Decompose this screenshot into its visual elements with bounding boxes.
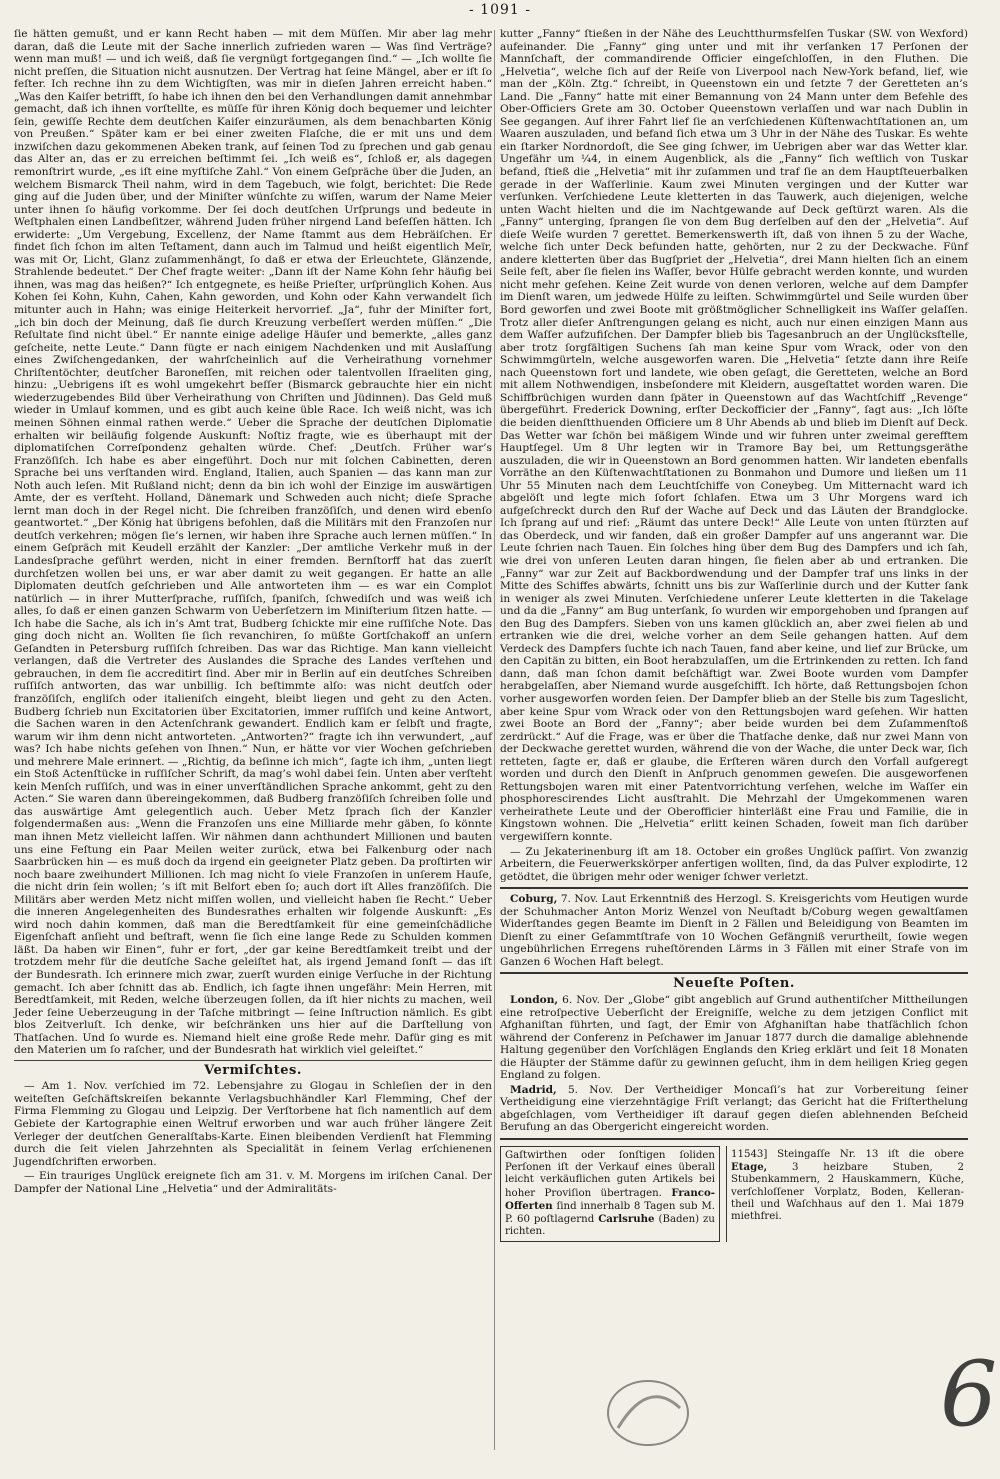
- handwritten-mark: 6: [940, 1342, 998, 1447]
- left-column: [14, 28, 492, 1197]
- section-heading-vermischtes: Vermiſchtes.: [204, 1062, 302, 1078]
- ad-rental-details: 3 heizbare Stuben, 2 Stubenkammern, 2 Hauskammern, Küche, verſchloſſener Vorplatz, Boden, Kelleran- theil und Waſchhaus auf den 1. Mai 1879 miethfrei.: [731, 1162, 964, 1223]
- article-helvetia-start: — Ein trauriges Unglück ereignete ſich am 31. v. M. Morgens im iriſchen Canal. Der Dampfer der National Line „Helvetia“ und der Admiralitäts-: [14, 1170, 492, 1195]
- article-helvetia-continued: kutter „Fanny“ ſtießen in der Nähe des Leuchtthurmsfelſen Tuskar (SW. von Wexford) aufeinander. Die „Fanny“ ging unter und mit ihr verſanken 17 Perſonen der Mannſchaft, der commandirende Officier eingeſchloſſen, in den Fluthen. Die „Helvetia“, welche ſich auf der Reiſe von Liverpool nach New-York befand, lief, wie man der „Köln. Ztg.“ ſchreibt, in Queenstown ein und ſetzte 7 der Geretteten an’s Land. Die „Fanny“ hatte mit einer Bemannung von 24 Mann unter dem Befehle des Ober-Officiers Grete am 30. October Queenstown verlaſſen und war nach Dublin in See gegangen. Auf ihrer Fahrt lief ſie an verſchiedenen Küſtenwachtſtationen an, um Waaren auszuladen, und befand ſich etwa um 3 Uhr in der Nähe des Tuskar. Es wehte ein ſtarker Nordnordoſt, die See ging ſchwer, im Uebrigen aber war das Wetter klar. Ungefähr um ¼4, in einem Augenblick, als die „Fanny“ ſich weſtlich von Tuskar befand, ſtieß die „Helvetia“ mit ihr zuſammen und traf ſie an dem Hauptſteuerbalken gerade in der Waſſerlinie. Kaum zwei Minuten vergingen und der Kutter war verſunken. Verſchiedene Leute kletterten in das Tauwerk, auch diejenigen, welche unten Wacht hielten und die im Nachtgewande auf Deck geſtürzt waren. Als die „Fanny“ unterging, ſprangen ſie von dem Bug derſelben auf den der „Helvetia“. Auf dieſe Weiſe wurden 7 gerettet. Bemerkenswerth iſt, daß von ihnen 5 zu der Wache, welche ſich unter Deck befunden hatte, gehörten, nur 2 zu der Deckwache. Fünf andere kletterten über das Bugſpriet der „Helvetia“, drei Mann hielten ſich an einem Seile feſt, aber ſie fielen ins Waſſer, bevor Hülfe gebracht werden konnte, und wurden nicht mehr geſehen. Keine Zeit wurde von denen verloren, welche auf dem Dampfer im Dienſt waren, um jedwede Hülfe zu leiſten. Schwimmgürtel und Seile wurden über Bord geworfen und zwei Boote mit größtmöglicher Schnelligkeit ins Waſſer gelaſſen. Trotz aller dieſer Anſtrengungen gelang es nicht, auch nur einen einzigen Mann aus dem Waſſer aufzufiſchen. Der Dampfer blieb bis Tagesanbruch an der Unglücksſtelle, aber trotz ſorgfältigen Suchens ſah man keine Spur vom Wrack, oder von den Schwimmgürteln, welche ausgeworfen waren. Die „Helvetia“ ſetzte dann ihre Reiſe nach Queenstown fort und landete, wie oben geſagt, die Geretteten, welche an Bord mit allem Nothwendigen, insbeſondere mit Kleidern, ausgeſtattet worden waren. Die Schiffbrüchigen wurden dann ſpäter in Queenstown auf das Wachtſchiff „Revenge“ übergeführt. Frederick Downing, erſter Deckofficier der „Fanny“, ſagt aus: „Ich löſte die beiden dienſtthuenden Officiere um 8 Uhr Abends ab und blieb im Dienſt auf Deck. Das Wetter war ſchön bei mäßigem Winde und wir fuhren unter zweimal gerefftem Hauptſegel. Um 8 Uhr legten wir in Tramore Bay bei, um Rettungsgeräthe auszuladen, die wir in Queenstown an Bord genommen hatten. Wir landeten ebenfalls Vorräthe an den Küſtenwachtſtationen zu Bonmahon und Dumore und ließen um 11 Uhr 55 Minuten nach dem Leuchtſchiffe von Coneybeg. Um Mitternacht ward ich abgelöſt und legte mich ſofort ſchlafen. Etwa um 3 Uhr Morgens ward ich aufgeſchreckt durch den Ruf der Wache auf Deck und das Läuten der Brandglocke. Ich ſprang auf und rief: „Räumt das untere Deck!“ Alle Leute von unten ſtürzten auf das Oberdeck, und wir fanden, daß ein großer Dampfer auf uns angerannt war. Die Leute ſchrien nach Tauen. Ein ſolches hing über dem Bug des Dampfers und ich ſah, wie drei von unſeren Leuten daran hingen, ſie fielen aber ab und ertranken. Die „Fanny“ war zur Zeit auf Backbordwendung und der Dampfer traf uns links in der Mitte des Schiffes abwärts, ſchnitt uns bis zur Waſſerlinie durch und der Kutter ſank in weniger als zwei Minuten. Verſchiedene unſerer Leute kletterten in die Takelage und da die „Fanny“ am Bug unterſank, ſo wurden wir emporgehoben und ſprangen auf den Bug des Dampfers. Sieben von uns kamen glücklich an, aber zwei fielen ab und ertranken wie die drei, welche vorher an dem Seile gehangen hatten. Auf dem Verdeck des Dampfers ſuchte ich nach Tauen, fand aber keine, und lief zur Brücke, um den Capitän zu bitten, ein Boot herabzulaſſen, um die Ertrinkenden zu retten. Ich fand dann, daß man ſchon damit beſchäftigt war. Zwei Boote wurden vom Dampfer herabgelaſſen, aber Niemand wurde ausgeſchifft. Ich hörte, daß Rettungsbojen ſchon vorher ausgeworfen worden ſeien. Der Dampfer blieb an der Stelle bis zum Tageslicht, aber keine Spur vom Wrack oder von den Rettungsbojen ward geſehen. Wir hatten zwei Boote an Bord der „Fanny“; aber beide wurden bei dem Zuſammenſtoß zerdrückt.“ Auf die Frage, was er über die Thatſache denke, daß nur zwei Mann von der Deckwache gerettet wurden, während die von der Wache, die unter Deck war, ſich retteten, ſagte er, daß er glaube, die Erſteren wären durch den Vorfall aufgeregt worden und durch den Dienſt in Anſpruch genommen geweſen. Die ausgeworfenen Rettungsbojen waren mit einer Patentvorrichtung verſehen, welche im Waſſer ein phosphorescirendes Licht ausſtrahlt. Die Mehrzahl der Umgekommenen waren verheirathete Leute und der Oberofficier hinterläßt eine Frau und Familie, die in Kingstown wohnen. Die „Helvetia“ erlitt keinen Schaden, ſoweit man ſich darüber vergewiſſern konnte.: [500, 28, 968, 843]
- article-bismarck: ſie hätten gemußt, und er kann Recht haben — mit dem Müſſen. Mir aber lag mehr daran, daß die Leute mit der Sache innerlich zufrieden waren — Was ſind Verträge? wenn man muß! — und ich weiß, daß ſie vergnügt fortgegangen ſind.“ — „Ich wollte ſie nicht preſſen, die Situation nicht ausnutzen. Der Vertrag hat ſeine Mängel, aber er iſt ſo feſter. Ich rechne ihn zu dem Wichtigſten, was mir in dieſen Jahren erreicht haben.“ „Was den Kaiſer betrifft, ſo habe ich ihnen den bei den Verhandlungen damit annehmbar gemacht, daß ich ihnen vorſtellte, es müſſe für ihren König doch bequemer und leichter ſein, gewiſſe Rechte dem deutſchen Kaiſer einzuräumen, als dem benachbarten König von Preußen.“ Später kam er bei einer zweiten Flaſche, die er mit uns und dem inzwiſchen dazu gekommenen Abeken trank, auf ſeinen Tod zu ſprechen und gab genau das Alter an, das er zu erreichen beſtimmt ſei. „Ich weiß es“, ſchloß er, als dagegen remonſtrirt wurde, „es iſt eine myſtiſche Zahl.“ Von einem Geſpräche über die Juden, an welchem Bismarck Theil nahm, wird in dem Tagebuch, wie folgt, berichtet: Die Rede ging auf die Juden über, und der Miniſter wünſchte zu wiſſen, warum der Name Meier unter ihnen ſo häufig vorkomme. Der ſei doch deutſchen Urſprungs und bedeute in Weſtphalen einen Landbeſitzer, während Juden früher nirgend Land beſeſſen hätten. Ich erwiderte: „Um Vergebung, Excellenz, der Name ſtammt aus dem Hebräiſchen. Er findet ſich ſchon im alten Teſtament, dann auch im Talmud und heißt eigentlich Meïr, was mit Or, Licht, Glanz zuſammenhängt, ſo daß er etwa der Erleuchtete, Glänzende, Strahlende bedeutet.“ Der Chef fragte weiter: „Dann iſt der Name Kohn ſehr häufig bei ihnen, was mag das heißen?“ Ich entgegnete, es heiße Prieſter, urſprünglich Kohen. Aus Kohen ſei Kohn, Kuhn, Cahen, Kahn geworden, und Kohn oder Kahn verwandelt ſich mitunter auch in Hahn; was einige Heiterkeit hervorrief. „Ja“, fuhr der Miniſter fort, „ich bin doch der Meinung, daß ſie durch Kreuzung verbeſſert werden müſſen.“ „Die Reſultate ſind nicht übel.“ Er nannte einige adelige Häuſer und bemerkte, „alles ganz geſcheite, nette Leute.“ Dann fügte er nach einigem Nachdenken und mit Auslaſſung eines Zwiſchengedanken, der wahrſcheinlich auf die Verheirathung vornehmer Chriſtentöchter, deutſcher Baroneſſen, mit reichen oder talentvollen Iſraeliten ging, hinzu: „Uebrigens iſt es wohl umgekehrt beſſer (Bismarck gebrauchte hier ein nicht wiederzugebendes Bild über Verheirathung von Chriſten und Jüdinnen). Das Geld muß wieder in Umlauf kommen, und es gibt auch keine üble Race. Ich weiß nicht, was ich meinen Söhnen einmal rathen werde.“ Ueber die Sprache der deutſchen Diplomatie erhalten wir beiläufig folgende Auskunft: Noſtiz fragte, wie es überhaupt mit der diplomatiſchen Correſpondenz gehalten würde. Chef: „Deutſch. Früher war’s Franzöſiſch. Ich habe es aber eingeführt. Doch nur mit ſolchen Cabinetten, deren Sprache bei uns verſtanden wird. England, Italien, auch Spanien — das kann man zur Noth auch leſen. Mit Rußland nicht; denn da bin ich wohl der Einzige im auswärtigen Amte, der es verſteht. Holland, Dänemark und Schweden auch nicht; dieſe Sprache lernt man doch in der Regel nicht. Die ſchreiben franzöſiſch, und denen wird ebenſo geantwortet.“ „Der König hat übrigens befohlen, daß die Militärs mit den Franzoſen nur deutſch verkehren; mögen ſie’s lernen, wir haben ihre Sprache auch lernen müſſen.“ In einem Geſpräch mit Keudell erzählt der Kanzler: „Der amtliche Verkehr muß in der Landesſprache geführt werden, nicht in einer fremden. Bernſtorff hat das zuerſt durchſetzen wollen bei uns, er war aber damit zu weit gegangen. Er hatte an alle Diplomaten deutſch geſchrieben und Alle antworteten ihm — es war ein Complot natürlich — in ihrer Mutterſprache, ruſſiſch, ſpaniſch, ſchwediſch und was weiß ich alles, ſo daß er einen ganzen Schwarm von Ueberſetzern im Miniſterium ſitzen hatte. — Ich habe die Sache, als ich in’s Amt trat, Budberg ſchickte mir eine ruſſiſche Note. Das ging doch nicht an. Wollten ſie ſich revanchiren, ſo müßte Gortſchakoff an unſern Geſandten in Petersburg ruſſiſch ſchreiben. Das war das Richtige. Man kann vielleicht verlangen, daß die Vertreter des Auslandes die Sprache des Landes verſtehen und gebrauchen, in dem ſie accreditirt ſind. Aber mir in Berlin auf ein deutſches Schreiben ruſſiſch antworten, das war unbillig. Ich beſtimmte alſo: was nicht deutſch oder franzöſiſch, engliſch oder italieniſch eingeht, bleibt liegen und geht zu den Acten. Budberg ſchrieb nun Excitatorien über Excitatorien, immer ruſſiſch und keine Antwort, die Sachen waren in den Actenſchrank gewandert. Endlich kam er ſelbſt und fragte, warum wir ihm denn nicht antworteten. „Antworten?“ fragte ich ihn verwundert, „auf was? Ich habe nichts geſehen von Ihnen.“ Nun, er hätte vor vier Wochen geſchrieben und mehrere Male erinnert. — „Richtig, da beſinne ich mich“, ſagte ich ihm, „unten liegt ein Stoß Actenſtücke in ruſſiſcher Schrift, da mag’s wohl dabei ſein. Unten aber verſteht kein Menſch ruſſiſch, und was in einer unverſtändlichen Sprache ankommt, geht zu den Acten.“ Sie waren dann übereingekommen, daß Budberg franzöſiſch ſchreiben ſolle und das auswärtige Amt gelegentlich auch. Ueber Metz ſprach ſich der Kanzler folgendermaßen aus: „Wenn die Franzoſen uns eine Milliarde mehr gäben, ſo könnte man ihnen Metz vielleicht laſſen. Wir nähmen dann achthundert Millionen und bauten uns eine Feſtung ein Paar Meilen weiter zurück, etwa bei Falkenburg oder nach Saarbrücken hin — es muß doch da irgend ein geeigneter Platz geben. Da proſtirten wir noch baare zweihundert Millionen. Ich mag nicht ſo viele Franzoſen in unſerem Hauſe, die nicht drin ſein wollen; ’s iſt mit Belfort eben ſo; auch dort iſt Alles franzöſiſch. Die Militärs aber werden Metz nicht miſſen wollen, und vielleicht haben ſie Recht.“ Ueber die inneren Angelegenheiten des Bundesrathes erhalten wir folgende Auskunft: „Es wird noch dahin kommen, daß man die Beredtſamkeit für eine gemeinſchädliche Eigenſchaft anſieht und beſtraft, wenn ſie ſich eine lange Rede zu Schulden kommen läßt. Da haben wir Einen“, fuhr er fort, „der gar keine Beredtſamkeit treibt und der trotzdem mehr für die deutſche Sache geleiſtet hat, als irgend Jemand ſonſt — das iſt der Bundesrath. Ich erinnere mich zwar, zuerſt wurden einige Verſuche in der Richtung gemacht. Ich aber ſchnitt das ab. Endlich, ich ſagte ihnen ungefähr: Mein Herren, mit Beredtſamkeit, mit Reden, welche überzeugen ſollen, da iſt hier nichts zu machen, weil Jeder ſeine Ueberzeugung in der Taſche mitbringt — ſeine Inſtruction nämlich. Es gibt blos Zeitverluſt. Ich denke, wir beſchränken uns hier auf die Darſtellung von Thatſachen. Und ſo wurde es. Niemand hielt eine große Rede mehr. Dafür ging es mit den Materien um ſo raſcher, und der Bundesrath hat wirklich viel geleiſtet.“: [14, 28, 492, 1057]
- ad-sales-offer: Franco-Offerten: [505, 1186, 715, 1212]
- ad-sales-text: Gaſtwirthen oder ſonſtigen ſoliden Perſonen iſt der Verkauf eines überall leicht verkäuflichen guten Artikels bei hoher Proviſion übertragen.: [505, 1150, 715, 1199]
- advertisements: [500, 1146, 968, 1242]
- ad-rental-etage: Etage,: [731, 1161, 768, 1174]
- section-divider: [14, 1060, 492, 1061]
- section-divider: [500, 887, 968, 889]
- page-number: - 1091 -: [469, 2, 531, 18]
- advertisement-sales: [500, 1146, 720, 1242]
- section-divider: [500, 1138, 968, 1140]
- advertisement-rental: [726, 1146, 968, 1242]
- article-coburg-text: 7. Nov. Laut Erkenntniß des Herzogl. S. Kreisgerichts vom Heutigen wurde der Schuhmacher Anton Moriz Wenzel von Neuſtadt b/Coburg wegen gewaltſamen Widerſtandes gegen Beamte im Dienſt in 2 Fällen und Beleidigung von Beamten im Dienſt zu einer Geſammtſtrafe von 10 Wochen Gefängniß verurtheilt, ſowie wegen ungebührlichen Erregens ruheſtörenden Lärms in 3 Fällen mit einer Strafe von im Ganzen 6 Wochen Haft belegt.: [500, 893, 968, 968]
- article-coburg: [500, 893, 968, 968]
- ad-rental-text: Steingaſſe Nr. 13 iſt die obere: [777, 1149, 964, 1161]
- section-heading-neueste-posten: Neueſte Poſten.: [673, 976, 795, 992]
- ad-sales-end: (Baden) zu richten.: [505, 1214, 715, 1238]
- article-london: [500, 994, 968, 1082]
- dateline-madrid: Madrid,: [510, 1083, 557, 1096]
- ad-sales-tail: ſind innerhalb 8 Tagen sub M. P. 60 poſtlagernd: [505, 1200, 715, 1226]
- article-madrid: [500, 1084, 968, 1134]
- ad-sales-place: Carlsruhe: [598, 1213, 655, 1226]
- column-divider: [494, 30, 495, 1450]
- section-divider: [500, 972, 968, 974]
- dateline-london: London,: [510, 994, 559, 1007]
- article-madrid-text: 5. Nov. Der Vertheidiger Moncaſi’s hat zur Vorbereitung ſeiner Vertheidigung eine vierzehntägige Friſt verlangt; das Gericht hat die Friſterthelung abgeſchlagen, vom Vertheidiger iſt darauf gegen dieſen ablehnenden Beſcheid Berufung an das Obergericht eingereicht worden.: [500, 1083, 969, 1134]
- article-flemming: — Am 1. Nov. verſchied im 72. Lebensjahre zu Glogau in Schleſien der in den weiteſten Geſchäftskreiſen bekannte Verlagsbuchhändler Karl Flemming, Chef der Firma Flemming zu Glogau und Leipzig. Der Verſtorbene hat ſich namentlich auf dem Gebiete der Kartographie einen Weltruf erworben und war auch früher längere Zeit Verleger der deutſchen Generalſtabs-Karte. Einen bleibenden Verdienſt hat Flemming durch die ſeit vielen Jahrzehnten als Specialität in ſeinem Verlag erſchienenen Jugendſchriften erworben.: [14, 1080, 492, 1168]
- article-london-text: 6. Nov. Der „Globe“ gibt angeblich auf Grund authentiſcher Mittheilungen eine retroſpective Ueberſicht der Ereigniſſe, welche zu dem jetzigen Conflict mit Afghaniſtan führten, und ſagt, der Emir von Afghaniſtan habe thatſächlich ſchon während der Conferenz in Peſchawer im Januar 1877 durch die damalige ablehnende Haltung gegenüber den Vorſchlägen Englands den Krieg erklärt und ſeit 18 Monaten die Häupter der Stämme dafür zu gewinnen geſucht, ihm in dem heiligen Krieg gegen England zu folgen.: [500, 994, 968, 1082]
- stamp-mark-icon: [588, 1368, 708, 1458]
- ad-rental-number: 11543]: [731, 1149, 768, 1161]
- article-jekaterinenburg: — Zu Jekaterinenburg iſt am 18. October ein großes Unglück paſſirt. Von zwanzig Arbeitern, die Feuerwerkskörper anfertigen wollten, ſind, da das Pulver explodirte, 12 getödtet, die übrigen mehr oder weniger ſchwer verletzt.: [500, 845, 968, 883]
- dateline-coburg: Coburg,: [510, 893, 558, 906]
- right-column: [500, 28, 968, 1242]
